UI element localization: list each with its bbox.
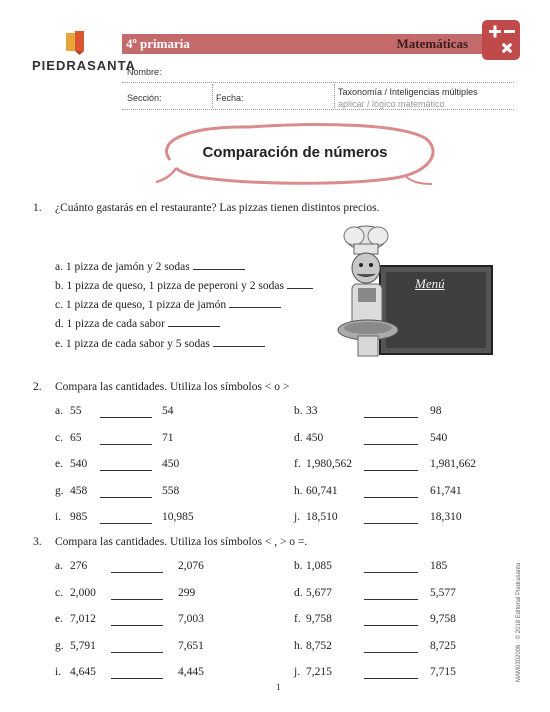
comparison-blank[interactable]: [364, 599, 418, 600]
item-letter: c.: [55, 587, 63, 599]
name-field-line[interactable]: [122, 82, 514, 83]
compare-value-a: 65: [70, 432, 82, 444]
compare-value-b: 185: [430, 560, 448, 572]
comparison-blank[interactable]: [364, 652, 418, 653]
answer-blank[interactable]: [229, 298, 281, 308]
compare-value-b: 450: [162, 458, 180, 470]
compare-value-a: 540: [70, 458, 88, 470]
item-letter: i.: [55, 511, 62, 523]
comparison-blank[interactable]: [364, 497, 418, 498]
item-letter: h.: [294, 485, 303, 497]
comparison-blank[interactable]: [364, 523, 418, 524]
side-copyright-note: MAM0302006 · © 2018 Editorial Piedrasanta: [516, 562, 522, 682]
compare-value-b: 4,445: [178, 666, 204, 678]
q1-item: b. 1 pizza de queso, 1 pizza de peperoni y 2 sodas: [55, 279, 313, 292]
compare-value-a: 5,791: [70, 640, 96, 652]
item-letter: e.: [55, 458, 63, 470]
compare-value-a: 60,741: [306, 485, 338, 497]
q3-prompt: Compara las cantidades. Utiliza los símbolos < , > o =.: [55, 536, 308, 548]
comparison-blank[interactable]: [364, 444, 418, 445]
item-letter: f.: [294, 613, 301, 625]
compare-value-a: 9,758: [306, 613, 332, 625]
compare-value-b: 54: [162, 405, 174, 417]
comparison-blank[interactable]: [111, 599, 163, 600]
compare-value-a: 7,012: [70, 613, 96, 625]
date-label: Fecha:: [216, 93, 244, 103]
subject-label: Matemáticas: [396, 36, 468, 51]
q1-item: d. 1 pizza de cada sabor: [55, 317, 220, 330]
q1-item: a. 1 pizza de jamón y 2 sodas: [55, 260, 245, 273]
compare-value-b: 98: [430, 405, 442, 417]
item-letter: d.: [294, 432, 303, 444]
taxonomy-value: aplicar / lógico matemático: [338, 99, 445, 109]
section-field-line[interactable]: [122, 109, 514, 110]
comparison-blank[interactable]: [364, 625, 418, 626]
compare-value-b: 5,577: [430, 587, 456, 599]
compare-value-b: 558: [162, 485, 180, 497]
answer-blank[interactable]: [168, 317, 220, 327]
menu-board-label: Menú: [415, 276, 445, 291]
header-separator: [334, 84, 335, 108]
item-letter: h.: [294, 640, 303, 652]
item-letter: a.: [55, 405, 63, 417]
item-letter: g.: [55, 485, 64, 497]
comparison-blank[interactable]: [100, 444, 152, 445]
item-letter: j.: [294, 511, 301, 523]
page-number: 1: [276, 682, 281, 692]
comparison-blank[interactable]: [364, 417, 418, 418]
q1-number: 1.: [33, 202, 42, 214]
answer-blank[interactable]: [213, 337, 265, 347]
compare-value-a: 8,752: [306, 640, 332, 652]
item-letter: c.: [55, 432, 63, 444]
page-title: Comparación de números: [202, 144, 388, 161]
compare-value-a: 55: [70, 405, 82, 417]
compare-value-a: 450: [306, 432, 324, 444]
compare-value-b: 2,076: [178, 560, 204, 572]
compare-value-b: 299: [178, 587, 196, 599]
q1-item: e. 1 pizza de cada sabor y 5 sodas: [55, 337, 265, 350]
q1-prompt: ¿Cuánto gastarás en el restaurante? Las pizzas tienen distintos precios.: [55, 202, 380, 214]
q2-number: 2.: [33, 381, 42, 393]
compare-value-b: 540: [430, 432, 448, 444]
comparison-blank[interactable]: [111, 625, 163, 626]
compare-value-b: 18,310: [430, 511, 462, 523]
comparison-blank[interactable]: [111, 572, 163, 573]
compare-value-a: 4,645: [70, 666, 96, 678]
compare-value-b: 10,985: [162, 511, 194, 523]
compare-value-a: 2,000: [70, 587, 96, 599]
math-operations-icon: [482, 20, 520, 60]
q1-item: c. 1 pizza de queso, 1 pizza de jamón: [55, 298, 281, 311]
header-separator: [212, 84, 213, 108]
compare-value-b: 61,741: [430, 485, 462, 497]
brand-logo-icon: [66, 31, 88, 55]
comparison-blank[interactable]: [100, 470, 152, 471]
item-letter: a.: [55, 560, 63, 572]
comparison-blank[interactable]: [100, 497, 152, 498]
compare-value-a: 985: [70, 511, 88, 523]
name-label: Nombre:: [127, 67, 162, 77]
item-letter: g.: [55, 640, 64, 652]
brand-name: PIEDRASANTA: [32, 58, 136, 73]
taxonomy-title: Taxonomía / Inteligencias múltiples: [338, 87, 478, 97]
compare-value-b: 8,725: [430, 640, 456, 652]
compare-value-b: 9,758: [430, 613, 456, 625]
compare-value-a: 18,510: [306, 511, 338, 523]
compare-value-b: 1,981,662: [430, 458, 476, 470]
compare-value-a: 458: [70, 485, 88, 497]
compare-value-b: 7,003: [178, 613, 204, 625]
item-letter: b.: [294, 405, 303, 417]
answer-blank[interactable]: [287, 279, 313, 289]
compare-value-a: 7,215: [306, 666, 332, 678]
item-letter: j.: [294, 666, 301, 678]
item-letter: e.: [55, 613, 63, 625]
item-letter: i.: [55, 666, 62, 678]
comparison-blank[interactable]: [364, 678, 418, 679]
comparison-blank[interactable]: [100, 523, 152, 524]
item-letter: d.: [294, 587, 303, 599]
item-letter: f.: [294, 458, 301, 470]
compare-value-a: 5,677: [306, 587, 332, 599]
compare-value-b: 7,651: [178, 640, 204, 652]
comparison-blank[interactable]: [364, 470, 418, 471]
compare-value-a: 33: [306, 405, 318, 417]
q2-prompt: Compara las cantidades. Utiliza los símbolos < o >: [55, 381, 290, 393]
section-label: Sección:: [127, 93, 162, 103]
compare-value-a: 1,085: [306, 560, 332, 572]
item-letter: b.: [294, 560, 303, 572]
compare-value-b: 71: [162, 432, 174, 444]
answer-blank[interactable]: [193, 260, 245, 270]
chef-menu-illustration: [330, 222, 495, 360]
grade-label: 4º primaria: [126, 36, 190, 51]
q3-number: 3.: [33, 536, 42, 548]
comparison-blank[interactable]: [111, 652, 163, 653]
compare-value-a: 276: [70, 560, 88, 572]
comparison-blank[interactable]: [364, 572, 418, 573]
comparison-blank[interactable]: [100, 417, 152, 418]
compare-value-b: 7,715: [430, 666, 456, 678]
compare-value-a: 1,980,562: [306, 458, 352, 470]
comparison-blank[interactable]: [111, 678, 163, 679]
